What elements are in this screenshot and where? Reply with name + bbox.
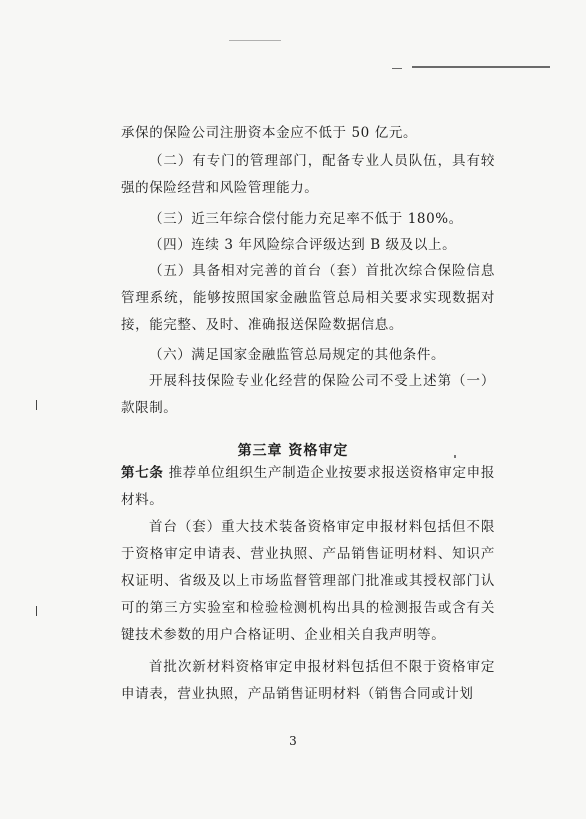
scan-artifact bbox=[36, 400, 37, 410]
paragraph: 首批次新材料资格审定申报材料包括但不限于资格审定申请表，营业执照，产品销售证明材料（销售合同或计划 bbox=[121, 659, 495, 702]
scan-artifact bbox=[412, 66, 550, 68]
paragraph: （六）满足国家金融监管总局规定的其他条件。 bbox=[149, 347, 446, 363]
chapter-title: 第三章 资格审定 bbox=[237, 443, 349, 459]
article-text: 推荐单位组织生产制造企业按要求报送资格审定申报材料。 bbox=[121, 465, 495, 508]
paragraph: 开展科技保险专业化经营的保险公司不受上述第（一）款限制。 bbox=[121, 373, 495, 416]
scan-artifact bbox=[36, 606, 37, 616]
scan-artifact bbox=[454, 455, 456, 458]
paragraph-line: 承保的保险公司注册资本金应不低于 50 亿元。 bbox=[121, 125, 418, 141]
paragraph: （三）近三年综合偿付能力充足率不低于 180%。 bbox=[149, 211, 463, 227]
article-7 bbox=[121, 460, 495, 514]
paragraph: （四）连续 3 年风险综合评级达到 B 级及以上。 bbox=[149, 237, 457, 253]
paragraph: （二）有专门的管理部门，配备专业人员队伍，具有较强的保险经营和风险管理能力。 bbox=[121, 153, 495, 196]
scan-artifact bbox=[229, 40, 281, 41]
scan-artifact bbox=[392, 68, 402, 69]
paragraph: （五）具备相对完善的首台（套）首批次综合保险信息管理系统，能够按照国家金融监管总局相关要求实现数据对接，能完整、及时、准确报送保险数据信息。 bbox=[121, 263, 495, 333]
paragraph: 首台（套）重大技术装备资格审定申报材料包括但不限于资格审定申请表、营业执照、产品销售证明材料、知识产权证明、省级及以上市场监督管理部门批准或其授权部门认可的第三方实验室和检验检测机构出具的检测报告或含有关键技术参数的用户合格证明、企业相关自我声明等。 bbox=[121, 519, 495, 643]
article-number: 第七条 bbox=[121, 465, 164, 481]
page-number: 3 bbox=[289, 734, 297, 748]
